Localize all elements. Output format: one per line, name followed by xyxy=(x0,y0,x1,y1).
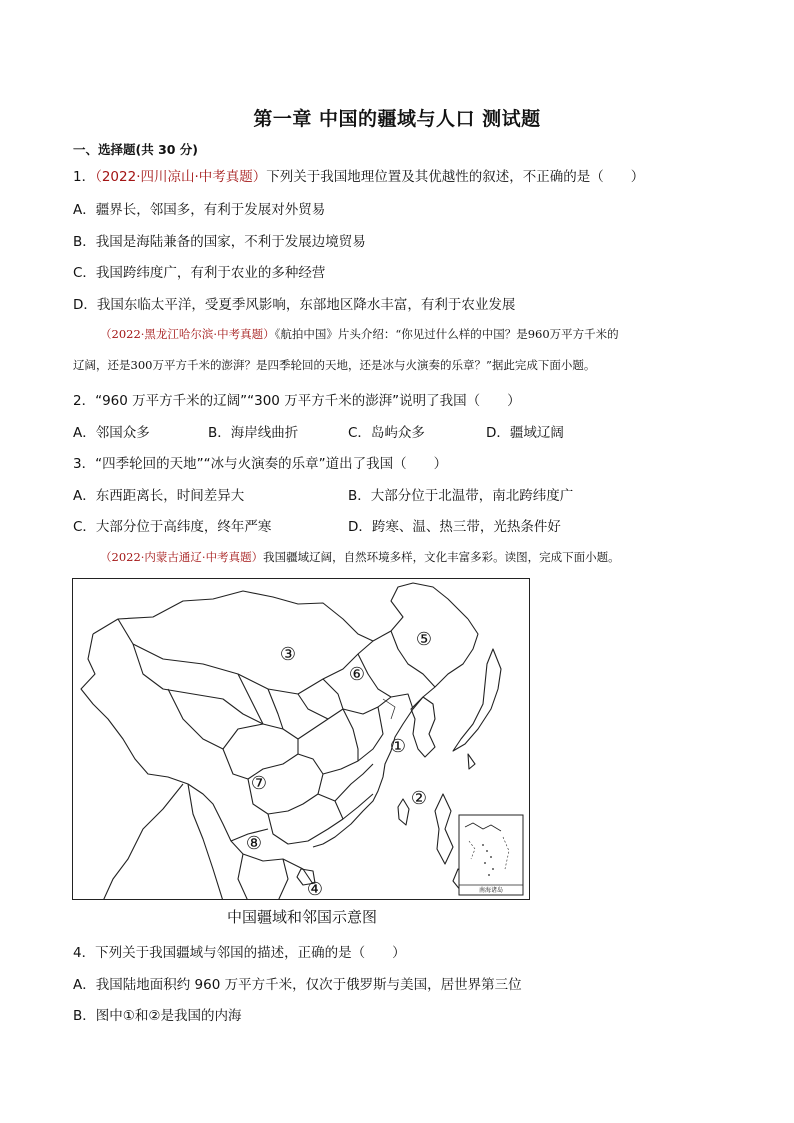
question-2: 2．“960 万平方千米的辽阔”“300 万平方千米的澎湃”说明了我国（ ） xyxy=(73,393,521,409)
page-title: 第一章 中国的疆域与人口 测试题 xyxy=(253,108,541,130)
map-label-4: ④ xyxy=(306,879,324,900)
east-coastline xyxy=(313,709,413,847)
passage-text-continued: 辽阔，还是300万平方千米的澎湃？是四季轮回的天地，还是冰与火演奏的乐章？”据此完成下面小题。 xyxy=(73,358,596,372)
korea-outline xyxy=(411,697,435,757)
indochina-border xyxy=(238,854,248,900)
mongolia-border xyxy=(93,583,468,641)
passage-source: （2022·内蒙古通辽·中考真题） xyxy=(100,550,264,564)
map-label-6: ⑥ xyxy=(348,664,366,685)
reading-passage-2 xyxy=(100,549,620,565)
taiwan-outline xyxy=(398,799,409,825)
japan-outline xyxy=(453,649,501,751)
map-label-3: ③ xyxy=(279,644,297,665)
option-a: A．邻国众多 xyxy=(73,425,150,441)
question-3: 3．“四季轮回的天地”“冰与火演奏的乐章”道出了我国（ ） xyxy=(73,456,448,472)
china-territory-map xyxy=(72,578,530,900)
west-border xyxy=(81,634,313,884)
option-a: A．东西距离长，时间差异大 xyxy=(73,488,245,504)
map-label-5: ⑤ xyxy=(415,629,433,650)
passage-text: 我国疆域辽阔，自然环境多样，文化丰富多彩。读图，完成下面小题。 xyxy=(263,550,620,564)
option-a: A．我国陆地面积约 960 万平方千米，仅次于俄罗斯与美国，居世界第三位 xyxy=(73,977,522,993)
question-4: 4．下列关于我国疆域与邻国的描述，正确的是（ ） xyxy=(73,945,406,961)
philippines-outline xyxy=(435,794,453,864)
option-c: C．大部分位于高纬度，终年严寒 xyxy=(73,519,272,535)
question-stem: 下列关于我国地理位置及其优越性的叙述，不正确的是（ ） xyxy=(266,169,645,185)
inset-label: 南海诸岛 xyxy=(478,887,504,894)
option-b: B．我国是海陆兼备的国家，不利于发展边境贸易 xyxy=(73,234,366,250)
passage-text: 《航拍中国》片头介绍：“你见过什么样的中国？是960万平方千米的 xyxy=(274,327,619,341)
question-number: 1． xyxy=(73,169,96,185)
option-b: B．图中①和②是我国的内海 xyxy=(73,1008,242,1024)
section-heading: 一、选择题(共 30 分) xyxy=(73,142,199,157)
map-label-8: ⑧ xyxy=(245,833,263,854)
option-b: B．大部分位于北温带，南北跨纬度广 xyxy=(348,488,574,504)
mongolia-south-border xyxy=(118,619,373,694)
option-c: C．我国跨纬度广，有利于农业的多种经营 xyxy=(73,265,326,281)
question-source: （2022·四川凉山·中考真题） xyxy=(95,169,267,185)
option-b: B．海岸线曲折 xyxy=(208,425,299,441)
option-d: D．我国东临太平洋，受夏季风影响，东部地区降水丰富，有利于农业发展 xyxy=(73,297,516,313)
option-d: D．跨寒、温、热三带，光热条件好 xyxy=(348,519,561,535)
reading-passage-1 xyxy=(100,326,619,342)
map-label-2: ② xyxy=(410,788,428,809)
option-c: C．岛屿众多 xyxy=(348,425,425,441)
map-caption: 中国疆域和邻国示意图 xyxy=(226,908,377,926)
map-label-7: ⑦ xyxy=(250,773,268,794)
map-label-1: ① xyxy=(389,736,407,757)
option-a: A．疆界长，邻国多，有利于发展对外贸易 xyxy=(73,202,326,218)
map-drawing xyxy=(73,579,530,900)
option-d: D．疆域辽阔 xyxy=(486,425,564,441)
passage-source: （2022·黑龙江哈尔滨·中考真题） xyxy=(100,327,275,341)
south-china-sea-inset xyxy=(459,815,523,895)
question-1 xyxy=(73,165,644,185)
